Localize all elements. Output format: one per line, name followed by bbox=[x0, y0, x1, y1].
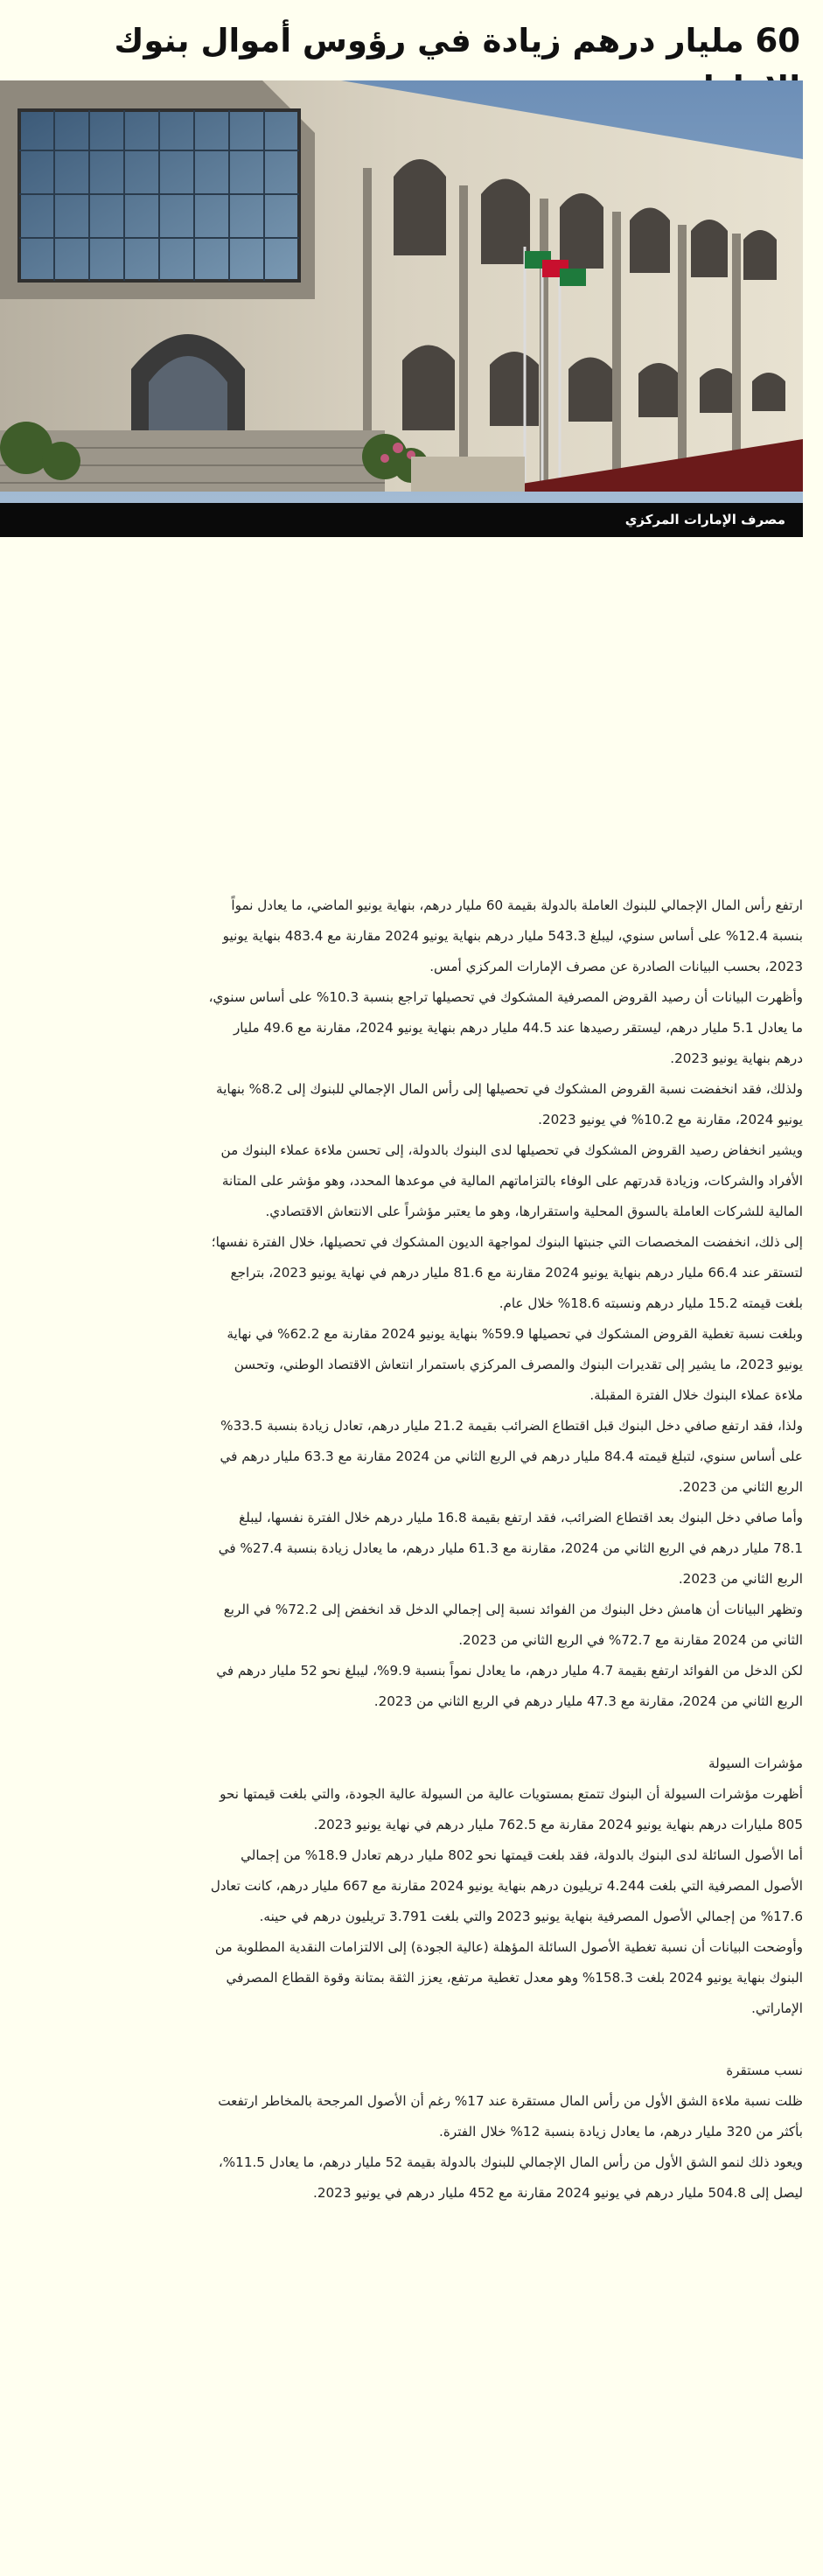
article-paragraph: أما الأصول السائلة لدى البنوك بالدولة، فقد بلغت قيمتها نحو 802 مليار درهم تعادل 18.9% من إجمالي الأصول المصرفية التي بلغت 4.244 تريليون درهم بنهاية يونيو 2024 مقارنة مع 667 مليار درهم، كانت تعادل 17.6% من إجمالي الأصول المصرفية بنهاية يونيو 2023 والتي بلغت 3.791 تريليون درهم في حينه. bbox=[210, 1847, 803, 1924]
article-paragraph: أظهرت مؤشرات السيولة أن البنوك تتمتع بمستويات عالية من السيولة عالية الجودة، والتي بلغت قيمتها نحو 805 مليارات درهم بنهاية يونيو 2024 مقارنة مع 762.5 مليار درهم في نهاية يونيو 2023. bbox=[220, 1786, 803, 1833]
article-paragraph: ارتفع رأس المال الإجمالي للبنوك العاملة بالدولة بقيمة 60 مليار درهم، بنهاية يونيو الماضي، ما يعادل نمواً بنسبة 12.4% على أساس سنوي، ليبلغ 543.3 مليار درهم بنهاية يونيو 2024 مقارنة مع 483.4 بنهاية يونيو 2023، بحسب البيانات الصادرة عن مصرف الإمارات المركزي أمس. bbox=[222, 897, 803, 974]
article-paragraph: وأوضحت البيانات أن نسبة تغطية الأصول السائلة المؤهلة (عالية الجودة) إلى الالتزامات النقدية المطلوبة من البنوك بنهاية يونيو 2024 بلغت 158.3% وهو معدل تغطية مرتفع، يعزز الثقة بمتانة وقوة القطاع المصرفي الإماراتي. bbox=[214, 1939, 803, 2016]
article-paragraph: لكن الدخل من الفوائد ارتفع بقيمة 4.7 مليار درهم، ما يعادل نمواً بنسبة 9.9%، ليبلغ نحو 52 مليار درهم في الربع الثاني من 2024، مقارنة مع 47.3 مليار درهم في الربع الثاني من 2023. bbox=[216, 1663, 803, 1709]
article-paragraph: ويعود ذلك لنمو الشق الأول من رأس المال الإجمالي للبنوك بالدولة بقيمة 52 مليار درهم، ما يعادل 11.5%، ليصل إلى 504.8 مليار درهم في يونيو 2024 مقارنة مع 452 مليار درهم في يونيو 2023. bbox=[218, 2154, 803, 2201]
section-heading-liquidity: مؤشرات السيولة bbox=[708, 1756, 803, 1771]
article-paragraph: إلى ذلك، انخفضت المخصصات التي جنبتها البنوك لمواجهة الديون المشكوك في تحصيلها، خلال الفترة نفسها؛ لتستقر عند 66.4 مليار درهم بنهاية يونيو 2024 مقارنة مع 81.6 مليار درهم في نهاية يونيو 2023، بتراجع بلغت قيمته 15.2 مليار درهم ونسبته 18.6% خلال عام. bbox=[211, 1234, 803, 1311]
section-spacer bbox=[208, 2024, 803, 2056]
article-paragraph: ويشير انخفاض رصيد القروض المشكوك في تحصيلها لدى البنوك بالدولة، إلى تحسن ملاءة عملاء البنوك من الأفراد والشركات، وزيادة قدرتهم على الوفاء بالتزاماتهم المالية في موعدها المحدد، وهو مؤشر على المتانة المالية للشركات العاملة بالسوق المحلية واستقرارها، وهو ما يعتبر مؤشراً على الانتعاش الاقتصادي. bbox=[220, 1142, 803, 1219]
section-spacer bbox=[208, 1717, 803, 1749]
article-paragraph: وأما صافي دخل البنوك بعد اقتطاع الضرائب، فقد ارتفع بقيمة 16.8 مليار درهم خلال الفترة نفسها، ليبلغ 78.1 مليار درهم في الربع الثاني من 2024، مقارنة مع 61.3 مليار درهم، ما يعادل زيادة بنسبة 27.4% في الربع الثاني من 2023. bbox=[218, 1510, 803, 1587]
article-paragraph: وأظهرت البيانات أن رصيد القروض المصرفية المشكوك في تحصيلها تراجع بنسبة 10.3% على أساس سنوي، ما يعادل 5.1 مليار درهم، ليستقر رصيدها عند 44.5 مليار درهم بنهاية يونيو 2024، مقارنة مع 49.6 مليار درهم بنهاية يونيو 2023. bbox=[208, 989, 803, 1066]
article-paragraph: وبلغت نسبة تغطية القروض المشكوك في تحصيلها 59.9% بنهاية يونيو 2024 مقارنة مع 62.2% في نهاية يونيو 2023، ما يشير إلى تقديرات البنوك والمصرف المركزي باستمرار انتعاش الاقتصاد الوطني، وتحسن ملاءة عملاء البنوك خلال الفترة المقبلة. bbox=[227, 1326, 803, 1403]
central-bank-building-photo bbox=[0, 80, 803, 537]
article-paragraph: ولذا، فقد ارتفع صافي دخل البنوك قبل اقتطاع الضرائب بقيمة 21.2 مليار درهم، تعادل زيادة بنسبة 33.5% على أساس سنوي، لتبلغ قيمته 84.4 مليار درهم في الربع الثاني من 2024 مقارنة مع 63.3 مليار درهم في الربع الثاني من 2023. bbox=[220, 1418, 803, 1495]
image-caption: مصرف الإمارات المركزي bbox=[624, 512, 785, 527]
article-paragraph: وتظهر البيانات أن هامش دخل البنوك من الفوائد نسبة إلى إجمالي الدخل قد انخفض إلى 72.2% في الربع الثاني من 2024 مقارنة مع 72.7% في الربع الثاني من 2023. bbox=[223, 1602, 803, 1648]
article-title: 60 مليار درهم زيادة في رؤوس أموال بنوك bbox=[114, 22, 800, 59]
article-body bbox=[208, 890, 803, 2209]
article-paragraph: ظلت نسبة ملاءة الشق الأول من رأس المال مستقرة عند 17% رغم أن الأصول المرجحة بالمخاطر ارتفعت بأكثر من 320 مليار درهم، ما يعادل زيادة بنسبة 12% خلال الفترة. bbox=[218, 2093, 803, 2140]
caption-bar bbox=[0, 503, 803, 537]
section-heading-stable: نسب مستقرة bbox=[726, 2063, 803, 2078]
article-paragraph: ولذلك، فقد انخفضت نسبة القروض المشكوك في تحصيلها إلى رأس المال الإجمالي للبنوك إلى 8.2% بنهاية يونيو 2024، مقارنة مع 10.2% في يونيو 2023. bbox=[216, 1081, 803, 1127]
article-image bbox=[0, 80, 803, 537]
